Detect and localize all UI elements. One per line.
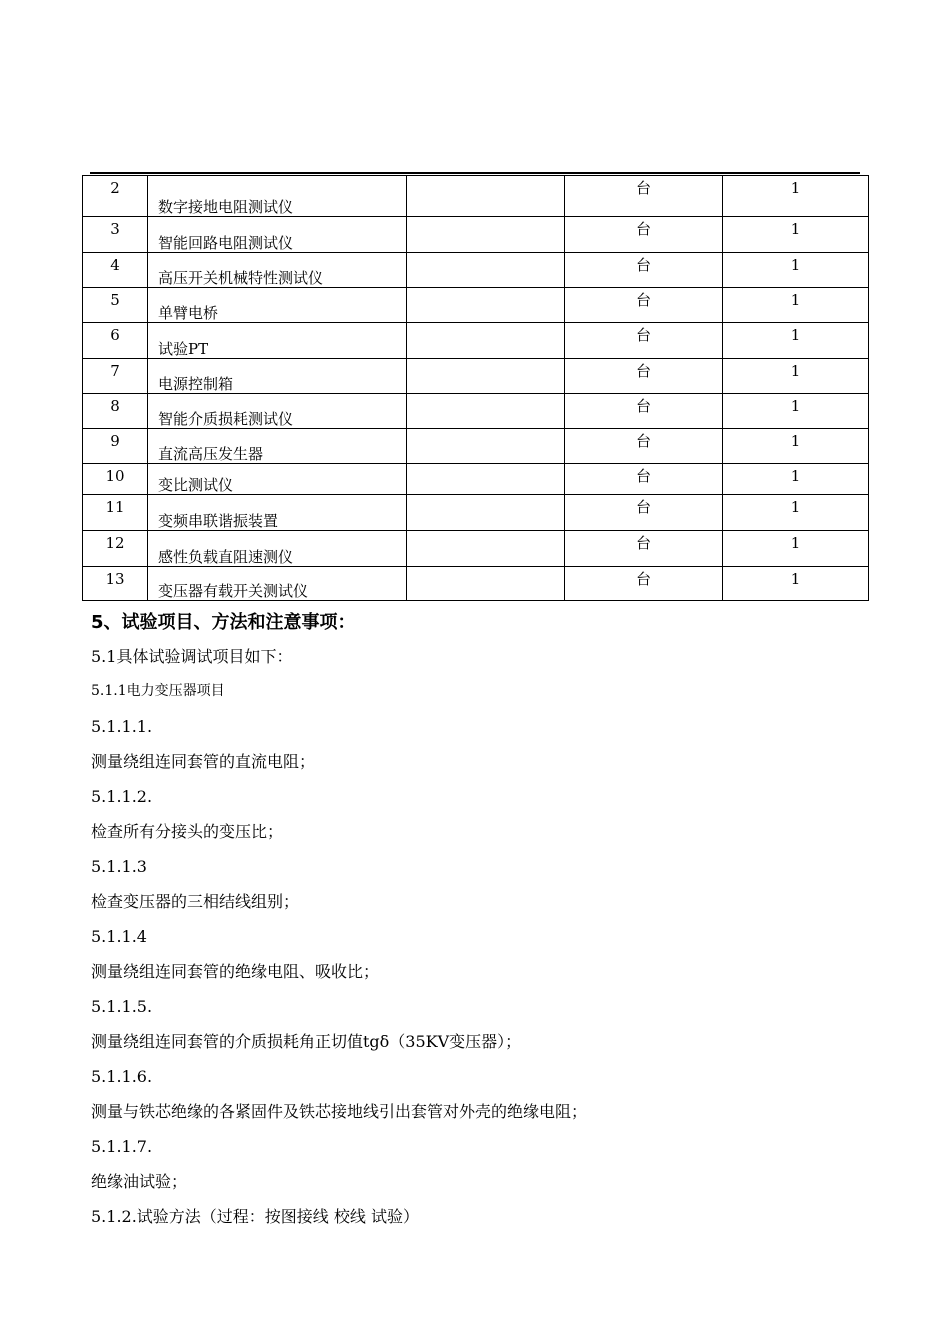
spec-cell <box>407 288 565 323</box>
quantity-cell: 1 <box>723 288 869 323</box>
equipment-name-cell: 直流高压发生器 <box>148 429 407 464</box>
quantity-cell: 1 <box>723 359 869 394</box>
header-rule <box>90 172 860 174</box>
row-number-cell: 13 <box>83 567 148 601</box>
equipment-name-cell: 电源控制箱 <box>148 359 407 394</box>
table-row <box>83 253 869 288</box>
unit-cell: 台 <box>565 288 723 323</box>
row-number-cell: 6 <box>83 323 148 359</box>
table-row <box>83 176 869 217</box>
equipment-name-cell: 高压开关机械特性测试仪 <box>148 253 407 288</box>
table-row <box>83 464 869 495</box>
table-row <box>83 394 869 429</box>
spec-cell <box>407 464 565 495</box>
section-line: 测量绕组连同套管的绝缘电阻、吸收比； <box>91 962 380 981</box>
unit-cell: 台 <box>565 429 723 464</box>
unit-cell: 台 <box>565 323 723 359</box>
row-number-cell: 5 <box>83 288 148 323</box>
quantity-cell: 1 <box>723 394 869 429</box>
quantity-cell: 1 <box>723 176 869 217</box>
spec-cell <box>407 176 565 217</box>
table-row <box>83 217 869 253</box>
quantity-cell: 1 <box>723 495 869 531</box>
quantity-cell: 1 <box>723 531 869 567</box>
equipment-name-cell: 数字接地电阻测试仪 <box>148 176 407 217</box>
unit-cell: 台 <box>565 567 723 601</box>
unit-cell: 台 <box>565 495 723 531</box>
unit-cell: 台 <box>565 253 723 288</box>
unit-cell: 台 <box>565 394 723 429</box>
section-line: 5.1具体试验调试项目如下： <box>91 647 293 666</box>
table-row <box>83 495 869 531</box>
row-number-cell: 8 <box>83 394 148 429</box>
section-line: 测量绕组连同套管的介质损耗角正切值tgδ（35KV变压器）； <box>91 1032 522 1051</box>
spec-cell <box>407 495 565 531</box>
unit-cell: 台 <box>565 217 723 253</box>
table-row <box>83 323 869 359</box>
spec-cell <box>407 567 565 601</box>
section-line: 5.1.1.5. <box>91 997 153 1016</box>
quantity-cell: 1 <box>723 464 869 495</box>
section-title: 5、试验项目、方法和注意事项： <box>91 612 356 633</box>
equipment-table <box>82 175 869 601</box>
unit-cell: 台 <box>565 176 723 217</box>
equipment-name-cell: 单臂电桥 <box>148 288 407 323</box>
section-line: 检查所有分接头的变压比； <box>91 822 284 841</box>
spec-cell <box>407 531 565 567</box>
table-row <box>83 429 869 464</box>
section-content <box>91 607 871 1234</box>
row-number-cell: 2 <box>83 176 148 217</box>
unit-cell: 台 <box>565 359 723 394</box>
section-lines <box>91 639 871 1234</box>
quantity-cell: 1 <box>723 253 869 288</box>
spec-cell <box>407 394 565 429</box>
equipment-name-cell: 变比测试仪 <box>148 464 407 495</box>
spec-cell <box>407 323 565 359</box>
section-line: 测量绕组连同套管的直流电阻； <box>91 752 316 771</box>
section-line: 检查变压器的三相结线组别； <box>91 892 300 911</box>
equipment-name-cell: 智能介质损耗测试仪 <box>148 394 407 429</box>
row-number-cell: 10 <box>83 464 148 495</box>
row-number-cell: 11 <box>83 495 148 531</box>
row-number-cell: 3 <box>83 217 148 253</box>
row-number-cell: 9 <box>83 429 148 464</box>
equipment-name-cell: 试验PT <box>148 323 407 359</box>
section-line: 5.1.1.1. <box>91 717 153 736</box>
quantity-cell: 1 <box>723 217 869 253</box>
section-line: 5.1.2.试验方法（过程：按图接线 校线 试验） <box>91 1207 419 1226</box>
unit-cell: 台 <box>565 531 723 567</box>
unit-cell: 台 <box>565 464 723 495</box>
section-line: 5.1.1电力变压器项目 <box>91 683 225 699</box>
quantity-cell: 1 <box>723 323 869 359</box>
section-line: 5.1.1.3 <box>91 857 147 876</box>
table-row <box>83 567 869 601</box>
row-number-cell: 4 <box>83 253 148 288</box>
quantity-cell: 1 <box>723 567 869 601</box>
equipment-name-cell: 变频串联谐振装置 <box>148 495 407 531</box>
section-line: 5.1.1.4 <box>91 927 147 946</box>
spec-cell <box>407 429 565 464</box>
equipment-name-cell: 感性负载直阻速测仪 <box>148 531 407 567</box>
equipment-name-cell: 变压器有载开关测试仪 <box>148 567 407 601</box>
section-line: 5.1.1.2. <box>91 787 153 806</box>
table-row <box>83 531 869 567</box>
quantity-cell: 1 <box>723 429 869 464</box>
table-row <box>83 288 869 323</box>
spec-cell <box>407 253 565 288</box>
section-line: 5.1.1.7. <box>91 1137 153 1156</box>
equipment-name-cell: 智能回路电阻测试仪 <box>148 217 407 253</box>
spec-cell <box>407 217 565 253</box>
table-row <box>83 359 869 394</box>
section-line: 5.1.1.6. <box>91 1067 153 1086</box>
spec-cell <box>407 359 565 394</box>
section-line: 测量与铁芯绝缘的各紧固件及铁芯接地线引出套管对外壳的绝缘电阻； <box>91 1102 588 1121</box>
section-line: 绝缘油试验； <box>91 1172 188 1191</box>
row-number-cell: 12 <box>83 531 148 567</box>
row-number-cell: 7 <box>83 359 148 394</box>
